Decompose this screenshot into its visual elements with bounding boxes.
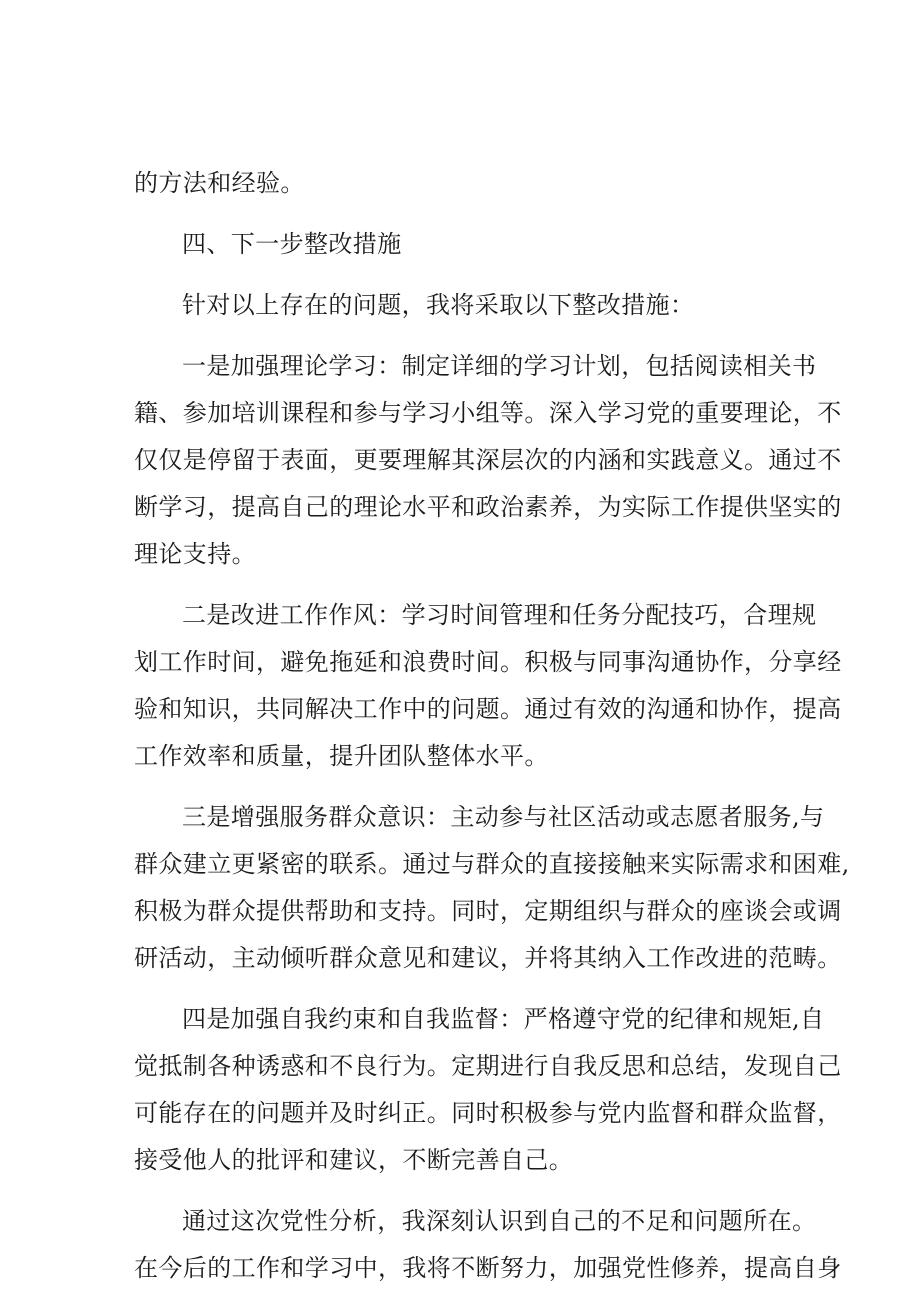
paragraph-gap — [134, 578, 798, 592]
paragraph-line: 积极为群众提供帮助和支持。同时，定期组织与群众的座谈会或调 — [134, 897, 842, 925]
paragraph-line: 籍、参加培训课程和参与学习小组等。深入学习党的重要理论，不 — [134, 399, 842, 427]
paragraph-line: 觉抵制各种诱惑和不良行为。定期进行自我反思和总结，发现自己 — [134, 1052, 842, 1080]
paragraph-line: 研活动，主动倾听群众意见和建议，并将其纳入工作改进的范畴。 — [134, 944, 842, 972]
paragraph-line: 仅仅是停留于表面，更要理解其深层次的内涵和实践意义。通过不 — [134, 446, 842, 474]
paragraph-gap — [134, 329, 798, 343]
paragraph-line: 的方法和经验。 — [134, 169, 305, 197]
section-heading: 四、下一步整改措施 — [182, 230, 402, 258]
paragraph-line: 针对以上存在的问题，我将采取以下整改措施： — [182, 291, 695, 319]
paragraph-gap — [134, 780, 798, 794]
paragraph-line: 在今后的工作和学习中，我将不断努力，加强党性修养，提高自身 — [134, 1254, 842, 1282]
paragraph-line: 通过这次党性分析，我深刻认识到自己的不足和问题所在。 — [182, 1207, 817, 1235]
paragraph-line: 接受他人的批评和建议，不断完善自己。 — [134, 1146, 574, 1174]
paragraph-gap — [134, 1184, 798, 1198]
paragraph-line: 一是加强理论学习：制定详细的学习计划，包括阅读相关书 — [182, 352, 817, 380]
paragraph-line: 群众建立更紧密的联系。通过与群众的直接接触来实际需求和困难, — [134, 850, 850, 878]
paragraph-gap — [134, 207, 798, 221]
paragraph-gap — [134, 982, 798, 996]
paragraph-line: 理论支持。 — [134, 540, 256, 568]
paragraph-line: 工作效率和质量，提升团队整体水平。 — [134, 742, 549, 770]
document-page — [134, 160, 850, 1292]
paragraph-line: 可能存在的问题并及时纠正。同时积极参与党内监督和群众监督， — [134, 1099, 842, 1127]
paragraph-line: 四是加强自我约束和自我监督：严格遵守党的纪律和规矩,自 — [182, 1005, 825, 1033]
paragraph-line: 划工作时间，避免拖延和浪费时间。积极与同事沟通协作，分享经 — [134, 648, 842, 676]
paragraph-line: 三是增强服务群众意识：主动参与社区活动或志愿者服务,与 — [182, 803, 825, 831]
paragraph-line: 断学习，提高自己的理论水平和政治素养，为实际工作提供坚实的 — [134, 493, 842, 521]
paragraph-line: 验和知识，共同解决工作中的问题。通过有效的沟通和协作，提高 — [134, 695, 842, 723]
paragraph-gap — [134, 268, 798, 282]
paragraph-line: 二是改进工作作风：学习时间管理和任务分配技巧，合理规 — [182, 601, 817, 629]
